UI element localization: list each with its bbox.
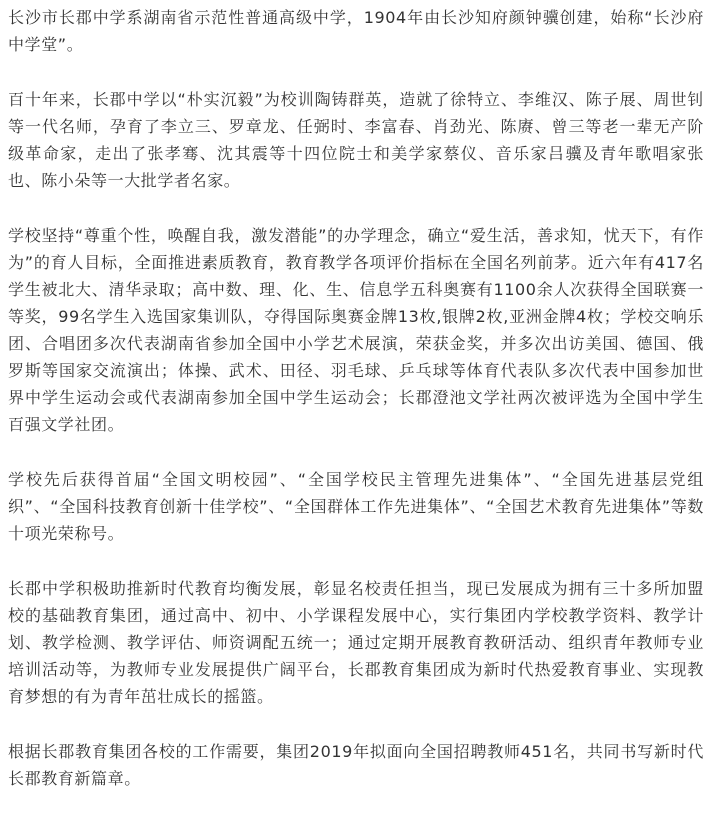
paragraph-education-group: 长郡中学积极助推新时代教育均衡发展，彰显名校责任担当，现已发展成为拥有三十多所加盟校的基础教育集团，通过高中、初中、小学课程发展中心，实行集团内学校教学资料、教学计划、教学检测、教学评估、师资调配五统一；通过定期开展教育教研活动、组织青年教师专业培训活动等，为教师专业发展提供广阔平台，长郡教育集团成为新时代热爱教育事业、实现教育梦想的有为青年茁壮成长的摇篮。 <box>8 579 704 706</box>
paragraph-recruitment: 根据长郡教育集团各校的工作需要，集团2019年拟面向全国招聘教师451名，共同书写新时代长郡教育新篇章。 <box>8 742 704 788</box>
paragraph-history: 百十年来，长郡中学以“朴实沉毅”为校训陶铸群英，造就了徐特立、李维汉、陈子展、周世钊等一代名师，孕育了李立三、罗章龙、任弼时、李富春、肖劲光、陈赓、曾三等老一辈无产阶级革命家，走出了张孝骞、沈其震等十四位院士和美学家蔡仪、音乐家吕骥及青年歌唱家张也、陈小朵等一大批学者名家。 <box>8 90 704 190</box>
article-body <box>8 4 704 820</box>
paragraph-honors: 学校先后获得首届“全国文明校园”、“全国学校民主管理先进集体”、“全国先进基层党组织”、“全国科技教育创新十佳学校”、“全国群体工作先进集体”、“全国艺术教育先进集体”等数十项光荣称号。 <box>8 470 704 543</box>
paragraph-founding: 长沙市长郡中学系湖南省示范性普通高级中学，1904年由长沙知府颜钟骥创建，始称“长沙府中学堂”。 <box>8 8 704 54</box>
paragraph-philosophy: 学校坚持“尊重个性，唤醒自我，激发潜能”的办学理念，确立“爱生活，善求知，忧天下，有作为”的育人目标，全面推进素质教育，教育教学各项评价指标在全国名列前茅。近六年有417名学生被北大、清华录取；高中数、理、化、生、信息学五科奥赛有1100余人次获得全国联赛一等奖，99名学生入选国家集训队，夺得国际奥赛金牌13枚,银牌2枚,亚洲金牌4枚；学校交响乐团、合唱团多次代表湖南省参加全国中小学艺术展演，荣获金奖，并多次出访美国、德国、俄罗斯等国家交流演出；体操、武术、田径、羽毛球、乒乓球等体育代表队多次代表中国参加世界中学生运动会或代表湖南参加全国中学生运动会；长郡澄池文学社两次被评选为全国中学生百强文学社团。 <box>8 226 704 434</box>
